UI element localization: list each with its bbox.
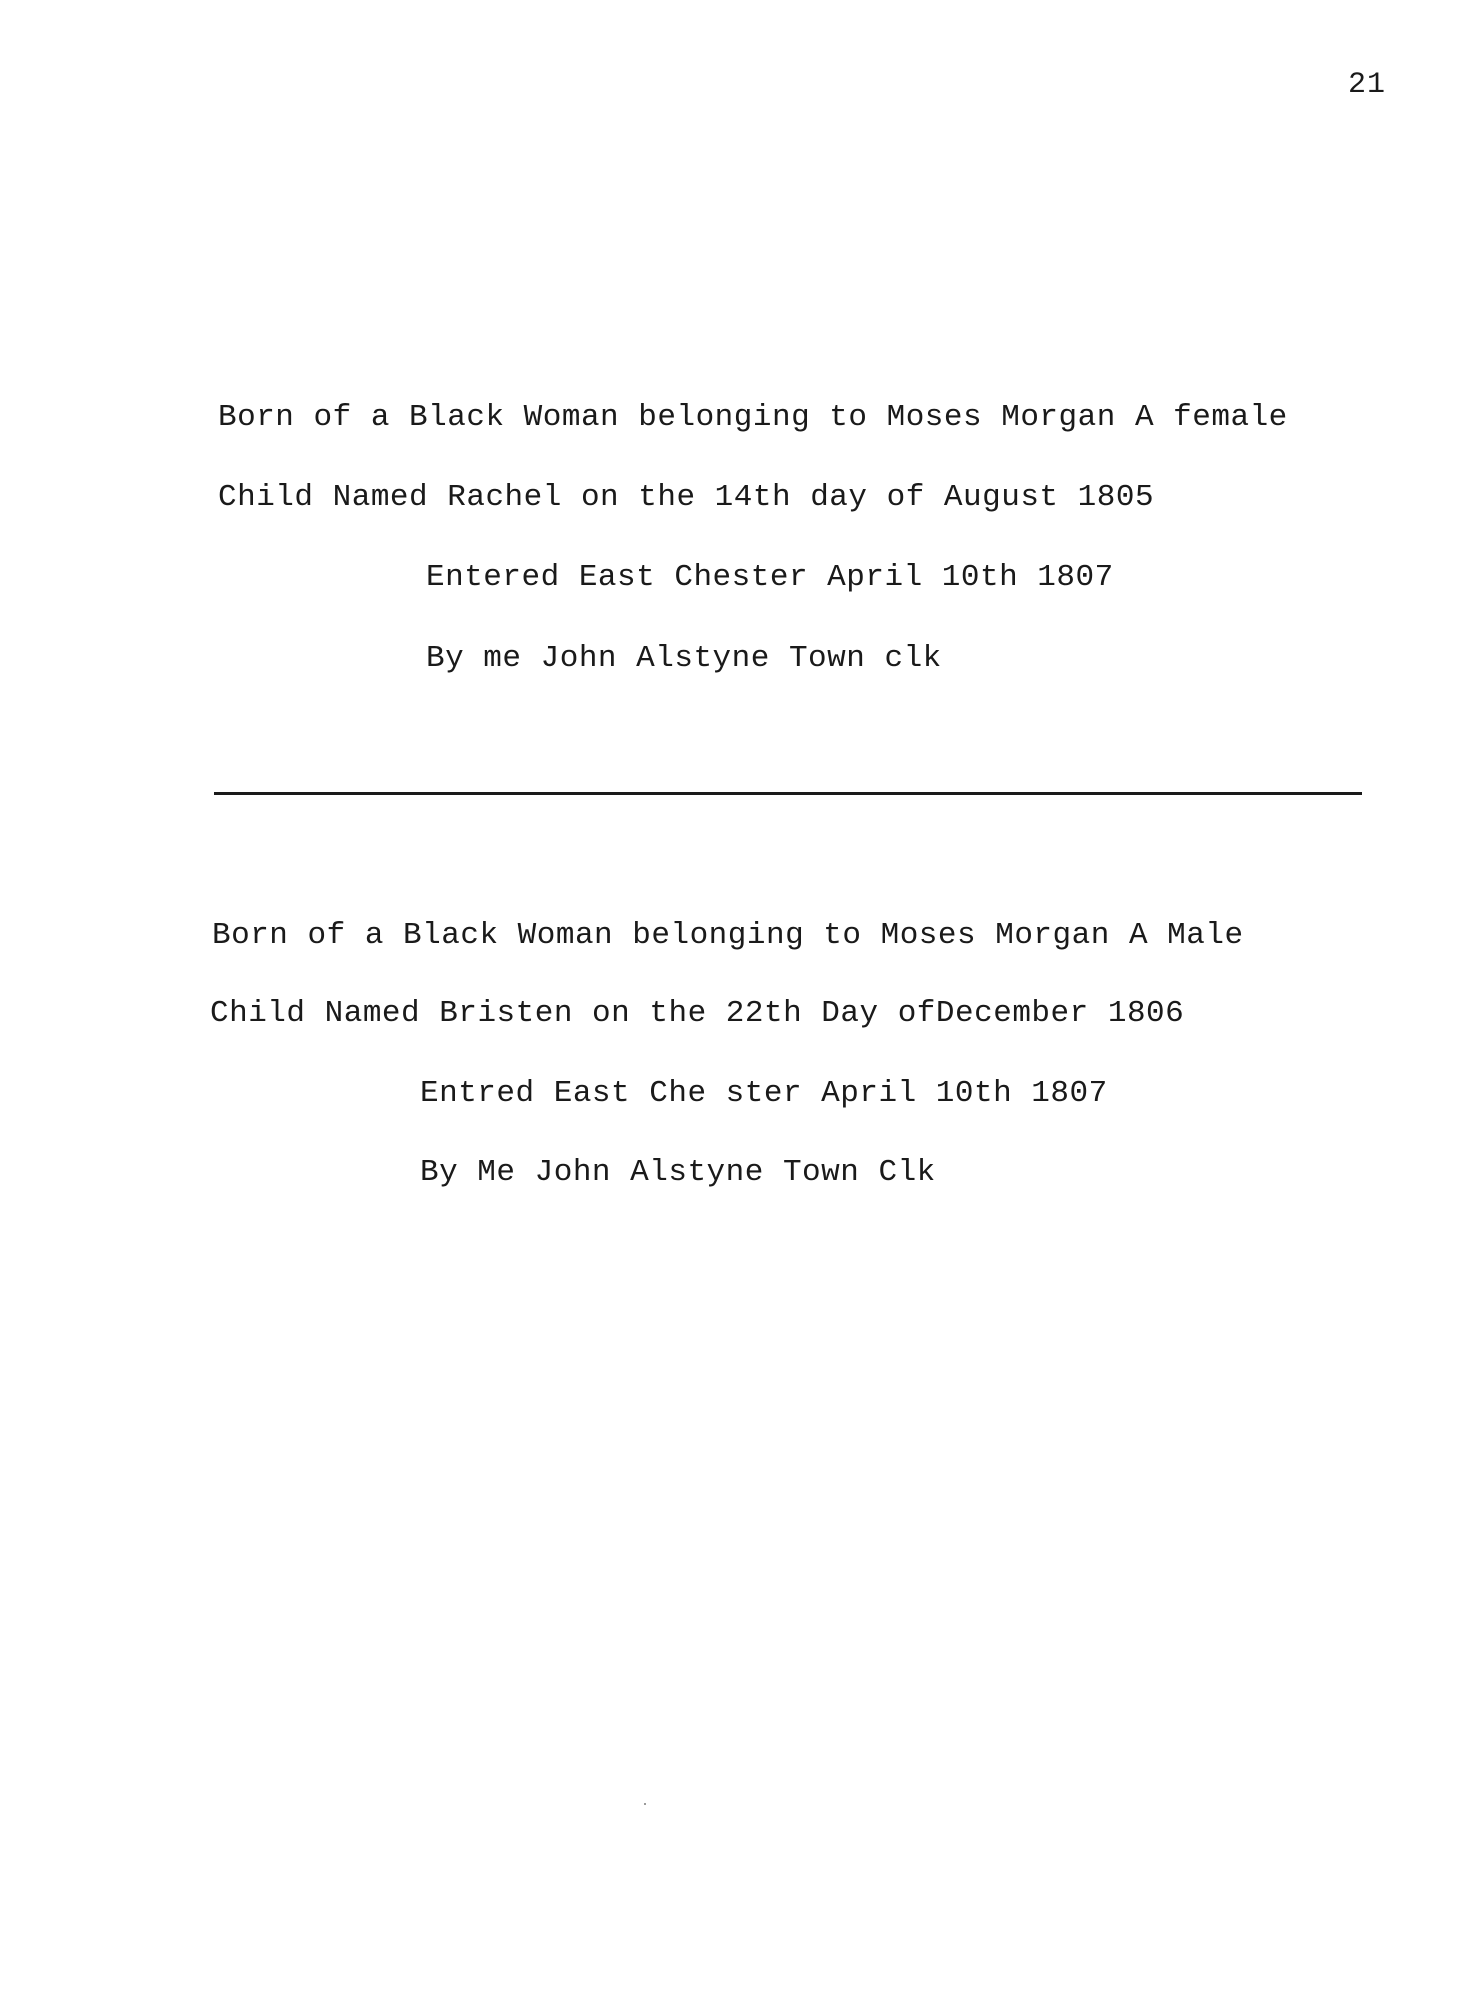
entry-signature: By Me John Alstyne Town Clk xyxy=(420,1155,936,1190)
entry-entered: Entred East Che ster April 10th 1807 xyxy=(420,1076,1108,1111)
entry-line: Born of a Black Woman belonging to Moses Morgan A female xyxy=(218,400,1288,435)
entry-line: Born of a Black Woman belonging to Moses Morgan A Male xyxy=(212,918,1244,953)
entry-line: Child Named Bristen on the 22th Day ofDecember 1806 xyxy=(210,996,1185,1031)
divider-line xyxy=(214,792,1362,795)
entry-line: Child Named Rachel on the 14th day of August 1805 xyxy=(218,480,1155,515)
page-number: 21 xyxy=(1348,68,1387,102)
entry-entered: Entered East Chester April 10th 1807 xyxy=(426,560,1114,595)
scan-speck xyxy=(644,1803,646,1805)
entry-signature: By me John Alstyne Town clk xyxy=(426,641,942,676)
